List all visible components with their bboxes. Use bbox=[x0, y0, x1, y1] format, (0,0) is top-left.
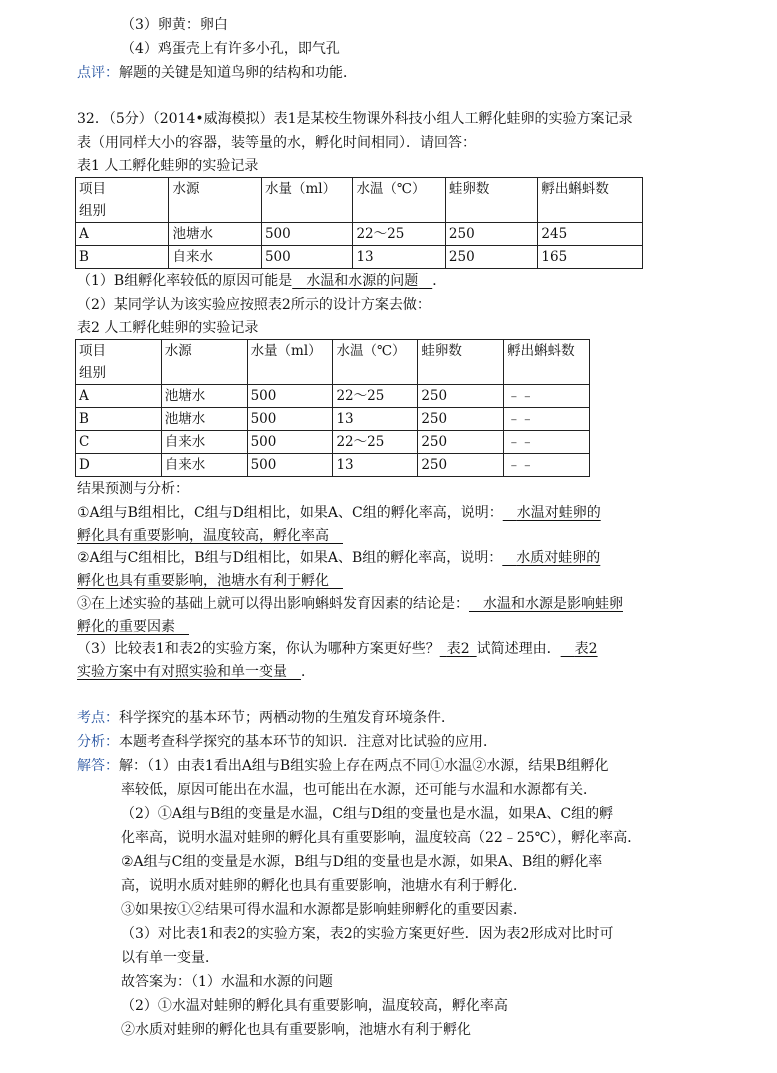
table-header-row bbox=[76, 178, 643, 223]
question-3-line-1: （3）比较表1和表2的实验方案，你认为哪种方案更好些？ 表2 试简述理由． 表2 bbox=[77, 641, 598, 657]
table-row bbox=[76, 385, 590, 408]
table-cell: 250 bbox=[418, 408, 504, 431]
result-3-line-2 bbox=[77, 616, 189, 639]
table-cell: B bbox=[76, 246, 169, 269]
table-row bbox=[76, 246, 643, 269]
table-cell: A bbox=[76, 223, 169, 246]
table-row bbox=[76, 408, 590, 431]
table-cell: 22～25 bbox=[353, 223, 445, 246]
table-header-cell: 蛙卵数 bbox=[418, 340, 504, 385]
jieda-line-4: 化率高，说明水温对蛙卵的孵化具有重要影响，温度较高（22﹣25℃），孵化率高． bbox=[121, 830, 642, 846]
table-cell: 自来水 bbox=[161, 431, 247, 454]
fenxi-label: 分析： bbox=[77, 734, 119, 750]
answer-blank: 表2 bbox=[574, 641, 598, 657]
table-header-row bbox=[76, 340, 590, 385]
jieda-line-7: ③如果按①②结果可得水温和水源都是影响蛙卵孵化的重要因素． bbox=[121, 902, 527, 918]
table-row bbox=[76, 223, 643, 246]
table-cell: 250 bbox=[445, 223, 537, 246]
result-title: 结果预测与分析： bbox=[77, 481, 189, 497]
table-header-cell: 水温（℃） bbox=[333, 340, 418, 385]
table-header-cell: 水温（℃） bbox=[353, 178, 445, 223]
table-cell: 165 bbox=[538, 246, 643, 269]
table-cell: 500 bbox=[247, 385, 333, 408]
answer-blank: 实验方案中有对照实验和单一变量 bbox=[77, 664, 287, 680]
jieda-line-11: （2）①水温对蛙卵的孵化具有重要影响，温度较高，孵化率高 bbox=[121, 998, 508, 1014]
comment-line bbox=[77, 62, 357, 85]
result-3-line-1: ③在上述实验的基础上就可以得出影响蝌蚪发育因素的结论是： 水温和水源是影响蛙卵 bbox=[77, 596, 623, 612]
question-2: （2）某同学认为该实验应按照表2所示的设计方案去做： bbox=[77, 297, 431, 313]
table-cell: 250 bbox=[418, 431, 504, 454]
table-cell: 13 bbox=[333, 454, 418, 477]
table1-title: 表1 人工孵化蛙卵的实验记录 bbox=[77, 158, 259, 174]
jieda-line-5: ②A组与C组的变量是水源，B组与D组的变量也是水源，如果A、B组的孵化率 bbox=[121, 854, 603, 870]
table-cell: 池塘水 bbox=[169, 223, 261, 246]
table-cell: ﹣﹣ bbox=[504, 431, 590, 454]
table-cell: 自来水 bbox=[161, 454, 247, 477]
answer-blank: 水温对蛙卵的 bbox=[516, 505, 601, 521]
table-header-cell: 水量（ml） bbox=[261, 178, 352, 223]
table-header-cell: 水量（ml） bbox=[247, 340, 333, 385]
table-2 bbox=[75, 339, 590, 477]
jieda-label: 解答： bbox=[77, 758, 119, 774]
result-1-line-2 bbox=[77, 525, 343, 548]
question-stem-line-1: 32．（5分）（2014•威海模拟）表1是某校生物课外科技小组人工孵化蛙卵的实验方案记录 bbox=[77, 111, 633, 127]
result-2-line-1: ②A组与C组相比，B组与D组相比，如果A、B组的孵化率高，说明： 水质对蛙卵的 bbox=[77, 550, 601, 566]
table-cell: 500 bbox=[247, 431, 333, 454]
table-cell: 池塘水 bbox=[161, 385, 247, 408]
table-cell: 245 bbox=[538, 223, 643, 246]
table-header-cell: 孵出蝌蚪数 bbox=[538, 178, 643, 223]
table-cell: 池塘水 bbox=[161, 408, 247, 431]
question-stem-line-2: 表（用同样大小的容器，装等量的水，孵化时间相同）．请回答： bbox=[77, 135, 476, 151]
answer-blank: 孵化也具有重要影响，池塘水有利于孵化 bbox=[77, 573, 329, 589]
table-cell: 250 bbox=[418, 454, 504, 477]
result-2-line-2 bbox=[77, 570, 343, 593]
jieda-line-6: 高，说明水质对蛙卵的孵化也具有重要影响，池塘水有利于孵化． bbox=[121, 878, 527, 894]
jieda-line-2: 率较低，原因可能出在水温，也可能出在水源，还可能与水温和水源都有关． bbox=[121, 782, 597, 798]
table-header-cell: 项目 组别 bbox=[76, 178, 169, 223]
table-cell: ﹣﹣ bbox=[504, 408, 590, 431]
table-cell: ﹣﹣ bbox=[504, 385, 590, 408]
jieda-line-12: ②水质对蛙卵的孵化也具有重要影响，池塘水有利于孵化 bbox=[121, 1022, 471, 1038]
fenxi-line: 分析：本题考查科学探究的基本环节的知识．注意对比试验的应用． bbox=[77, 734, 497, 750]
table-cell: C bbox=[76, 431, 162, 454]
comment-text: 解题的关键是知道鸟卵的结构和功能． bbox=[119, 65, 357, 81]
table-header-cell: 水源 bbox=[161, 340, 247, 385]
answer-blank: 水温和水源的问题 bbox=[306, 273, 419, 289]
table-cell: 250 bbox=[418, 385, 504, 408]
answer-blank: 水质对蛙卵的 bbox=[516, 550, 601, 566]
answer-blank: 表2 bbox=[446, 641, 470, 657]
question-3-line-2: 实验方案中有对照实验和单一变量 ． bbox=[77, 664, 315, 680]
table-cell: 500 bbox=[261, 223, 352, 246]
table-cell: D bbox=[76, 454, 162, 477]
jieda-line-3: （2）①A组与B组的变量是水温，C组与D组的变量也是水温，如果A、C组的孵 bbox=[121, 806, 614, 822]
table-cell: B bbox=[76, 408, 162, 431]
table-row bbox=[76, 431, 590, 454]
table-cell: 13 bbox=[333, 408, 418, 431]
answer-line-3: （3）卵黄：卵白 bbox=[121, 17, 228, 33]
table-row bbox=[76, 454, 590, 477]
kaodian-line: 考点：科学探究的基本环节；两栖动物的生殖发育环境条件． bbox=[77, 710, 455, 726]
table-cell: 自来水 bbox=[169, 246, 261, 269]
table2-title: 表2 人工孵化蛙卵的实验记录 bbox=[77, 320, 259, 336]
question-1: （1）B组孵化率较低的原因可能是 水温和水源的问题 ． bbox=[77, 273, 447, 289]
table-header-cell: 水源 bbox=[169, 178, 261, 223]
table-cell: 500 bbox=[247, 454, 333, 477]
table-cell: 500 bbox=[247, 408, 333, 431]
table-cell: 13 bbox=[353, 246, 445, 269]
table-1 bbox=[75, 177, 643, 269]
table-cell: A bbox=[76, 385, 162, 408]
table-cell: 250 bbox=[445, 246, 537, 269]
comment-label: 点评： bbox=[77, 65, 119, 81]
jieda-line-8: （3）对比表1和表2的实验方案，表2的实验方案更好些．因为表2形成对比时可 bbox=[121, 926, 614, 942]
table-header-cell: 项目 组别 bbox=[76, 340, 162, 385]
jieda-line-9: 以有单一变量． bbox=[121, 950, 219, 966]
jieda-line-1: 解答：解：（1）由表1看出A组与B组实验上存在两点不同①水温②水源，结果B组孵化 bbox=[77, 758, 609, 774]
answer-blank: 水温和水源是影响蛙卵 bbox=[483, 596, 623, 612]
kaodian-label: 考点： bbox=[77, 710, 119, 726]
answer-blank: 孵化的重要因素 bbox=[77, 619, 175, 635]
jieda-line-10: 故答案为：（1）水温和水源的问题 bbox=[121, 974, 333, 990]
result-1-line-1: ①A组与B组相比，C组与D组相比，如果A、C组的孵化率高，说明： 水温对蛙卵的 bbox=[77, 505, 601, 521]
table-cell: 500 bbox=[261, 246, 352, 269]
table-cell: 22～25 bbox=[333, 385, 418, 408]
table-cell: 22～25 bbox=[333, 431, 418, 454]
answer-line-4: （4）鸡蛋壳上有许多小孔，即气孔 bbox=[121, 41, 340, 57]
table-cell: ﹣﹣ bbox=[504, 454, 590, 477]
answer-blank: 孵化具有重要影响，温度较高，孵化率高 bbox=[77, 528, 329, 544]
table-header-cell: 蛙卵数 bbox=[445, 178, 537, 223]
table-header-cell: 孵出蝌蚪数 bbox=[504, 340, 590, 385]
